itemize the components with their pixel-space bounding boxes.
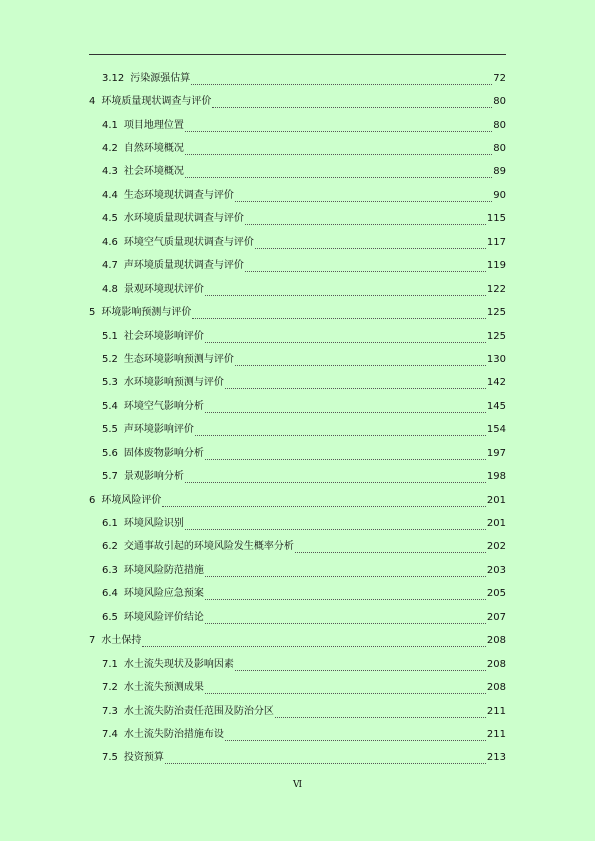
toc-entry-title: 环境风险识别 — [123, 518, 184, 530]
dot-leader — [185, 168, 492, 178]
toc-entry-number: 6.2 — [102, 541, 118, 553]
toc-entry-title: 环境风险评价结论 — [123, 611, 204, 623]
toc-entry-title: 环境影响预测与评价 — [101, 307, 192, 319]
toc-entry-number: 7.3 — [102, 705, 118, 717]
toc-entry-number: 6.3 — [102, 564, 118, 576]
dot-leader — [225, 379, 486, 389]
toc-entry[interactable] — [89, 606, 506, 629]
toc-entry-title: 生态环境现状调查与评价 — [123, 189, 234, 201]
toc-entry[interactable] — [89, 184, 506, 207]
dot-leader — [235, 661, 486, 671]
toc-entry-number: 7 — [89, 635, 96, 647]
toc-entry-number: 6.5 — [102, 611, 118, 623]
dot-leader — [205, 286, 486, 296]
toc-entry-number: 6.4 — [102, 588, 118, 600]
toc-entry-title: 环境风险防范措施 — [123, 564, 204, 576]
toc-entry-page: 211 — [486, 728, 506, 740]
toc-entry[interactable] — [89, 161, 506, 184]
toc-entry-page: 130 — [486, 353, 506, 365]
toc-entry-title: 环境风险评价 — [101, 494, 162, 506]
toc-entry[interactable] — [89, 630, 506, 653]
toc-entry-number: 7.1 — [102, 658, 118, 670]
toc-entry[interactable] — [89, 301, 506, 324]
toc-entry-number: 5.4 — [102, 400, 118, 412]
toc-entry-page: 145 — [486, 400, 506, 412]
toc-entry-page: 208 — [486, 658, 506, 670]
toc-entry[interactable] — [89, 395, 506, 418]
toc-entry-number: 4.4 — [102, 189, 118, 201]
toc-entry-page: 208 — [486, 682, 506, 694]
toc-entry-number: 4.5 — [102, 213, 118, 225]
toc-entry-page: 202 — [486, 541, 506, 553]
toc-entry[interactable] — [89, 442, 506, 465]
dot-leader — [185, 473, 486, 483]
toc-entry-title: 环境质量现状调查与评价 — [101, 96, 212, 108]
toc-entry-title: 环境风险应急预案 — [123, 588, 204, 600]
toc-entry[interactable] — [89, 208, 506, 231]
toc-entry-number: 4.6 — [102, 236, 118, 248]
toc-entry-page: 213 — [486, 752, 506, 764]
dot-leader — [295, 543, 486, 553]
toc-entry-title: 水土流失预测成果 — [123, 682, 204, 694]
toc-entry[interactable] — [89, 700, 506, 723]
dot-leader — [185, 145, 492, 155]
toc-entry-page: 201 — [486, 494, 506, 506]
toc-entry[interactable] — [89, 419, 506, 442]
toc-entry-page: 117 — [486, 236, 506, 248]
toc-entry-number: 5.3 — [102, 377, 118, 389]
toc-entry[interactable] — [89, 231, 506, 254]
toc-entry[interactable] — [89, 512, 506, 535]
toc-entry-number: 3.12 — [102, 72, 125, 84]
footer-page-number: Ⅵ — [292, 780, 303, 790]
toc-entry[interactable] — [89, 348, 506, 371]
dot-leader — [192, 309, 486, 319]
dot-leader — [245, 262, 486, 272]
toc-entry-title: 环境空气影响分析 — [123, 400, 204, 412]
dot-leader — [205, 590, 486, 600]
toc-entry-page: 207 — [486, 611, 506, 623]
toc-entry-page: 72 — [493, 72, 506, 84]
toc-entry-number: 4.1 — [102, 119, 118, 131]
toc-entry-title: 声环境质量现状调查与评价 — [123, 260, 244, 272]
toc-entry[interactable] — [89, 723, 506, 746]
toc-entry[interactable] — [89, 255, 506, 278]
dot-leader — [275, 708, 486, 718]
dot-leader — [205, 450, 486, 460]
dot-leader — [255, 239, 486, 249]
toc-entry-number: 4.2 — [102, 143, 118, 155]
toc-entry-title: 水环境质量现状调查与评价 — [123, 213, 244, 225]
toc-entry-page: 80 — [493, 96, 506, 108]
toc-entry[interactable] — [89, 114, 506, 137]
toc-entry-title: 投资预算 — [123, 752, 164, 764]
toc-entry[interactable] — [89, 583, 506, 606]
toc-entry-number: 5.5 — [102, 424, 118, 436]
toc-entry[interactable] — [89, 653, 506, 676]
toc-entry-title: 生态环境影响预测与评价 — [123, 353, 234, 365]
toc-entry-title: 水环境影响预测与评价 — [123, 377, 224, 389]
toc-entry-number: 6.1 — [102, 518, 118, 530]
toc-entry-page: 211 — [486, 705, 506, 717]
toc-entry-page: 115 — [486, 213, 506, 225]
toc-entry[interactable] — [89, 747, 506, 770]
toc-entry-number: 7.4 — [102, 728, 118, 740]
toc-entry-page: 80 — [493, 143, 506, 155]
toc-entry-page: 119 — [486, 260, 506, 272]
toc-entry-page: 197 — [486, 447, 506, 459]
toc-entry-page: 90 — [493, 189, 506, 201]
dot-leader — [205, 567, 486, 577]
toc-entry-number: 5.6 — [102, 447, 118, 459]
toc-entry-number: 5.2 — [102, 353, 118, 365]
dot-leader — [185, 520, 486, 530]
toc-entry-page: 205 — [486, 588, 506, 600]
toc-entry-title: 水土流失防治责任范围及防治分区 — [123, 705, 274, 717]
toc-entry-number: 4.8 — [102, 283, 118, 295]
dot-leader — [212, 98, 492, 108]
toc-entry-title: 交通事故引起的环境风险发生概率分析 — [123, 541, 294, 553]
toc-entry-title: 环境空气质量现状调查与评价 — [123, 236, 254, 248]
dot-leader — [205, 614, 486, 624]
toc-entry-page: 201 — [486, 518, 506, 530]
toc-entry-page: 125 — [486, 330, 506, 342]
toc-entry-page: 208 — [486, 635, 506, 647]
toc-entry-number: 6 — [89, 494, 96, 506]
toc-entry-title: 景观环境现状评价 — [123, 283, 204, 295]
toc-entry[interactable] — [89, 559, 506, 582]
toc-entry-number: 7.5 — [102, 752, 118, 764]
toc-entry[interactable] — [89, 465, 506, 488]
toc-entry-page: 154 — [486, 424, 506, 436]
dot-leader — [205, 403, 486, 413]
toc-entry[interactable] — [89, 137, 506, 160]
toc-entry-title: 污染源强估算 — [130, 72, 191, 84]
header-rule — [89, 54, 506, 55]
toc-entry[interactable] — [89, 489, 506, 512]
toc-entry-number: 5.1 — [102, 330, 118, 342]
toc-entry[interactable] — [89, 278, 506, 301]
toc-entry-page: 80 — [493, 119, 506, 131]
toc-entry-number: 5.7 — [102, 471, 118, 483]
toc-entry-title: 固体废物影响分析 — [123, 447, 204, 459]
toc-entry-title: 社会环境概况 — [123, 166, 184, 178]
toc-entry-title: 社会环境影响评价 — [123, 330, 204, 342]
dot-leader — [225, 731, 486, 741]
dot-leader — [205, 333, 486, 343]
toc-entry-page: 203 — [486, 564, 506, 576]
toc-entry[interactable] — [89, 676, 506, 699]
toc-entry-number: 4.7 — [102, 260, 118, 272]
toc-entry-page: 142 — [486, 377, 506, 389]
toc-entry[interactable] — [89, 536, 506, 559]
toc-entry-title: 声环境影响评价 — [123, 424, 194, 436]
toc-entry[interactable] — [89, 372, 506, 395]
dot-leader — [205, 684, 486, 694]
dot-leader — [235, 356, 486, 366]
dot-leader — [191, 75, 492, 85]
toc-entry-title: 景观影响分析 — [123, 471, 184, 483]
table-of-contents — [89, 67, 506, 770]
dot-leader — [185, 122, 492, 132]
dot-leader — [235, 192, 492, 202]
toc-entry-page: 89 — [493, 166, 506, 178]
dot-leader — [142, 637, 486, 647]
toc-entry-page: 125 — [486, 307, 506, 319]
toc-entry-title: 水土保持 — [101, 635, 142, 647]
toc-entry-number: 4 — [89, 96, 96, 108]
toc-entry-number: 7.2 — [102, 682, 118, 694]
dot-leader — [162, 497, 486, 507]
toc-entry[interactable] — [89, 325, 506, 348]
toc-entry-page: 122 — [486, 283, 506, 295]
dot-leader — [165, 754, 486, 764]
toc-entry-title: 自然环境概况 — [123, 143, 184, 155]
dot-leader — [195, 426, 486, 436]
toc-entry-title: 水土流失现状及影响因素 — [123, 658, 234, 670]
toc-entry-number: 5 — [89, 307, 96, 319]
toc-entry-page: 198 — [486, 471, 506, 483]
toc-entry-number: 4.3 — [102, 166, 118, 178]
toc-entry[interactable] — [89, 67, 506, 90]
dot-leader — [245, 215, 486, 225]
toc-entry[interactable] — [89, 90, 506, 113]
toc-entry-title: 项目地理位置 — [123, 119, 184, 131]
toc-entry-title: 水土流失防治措施布设 — [123, 728, 224, 740]
